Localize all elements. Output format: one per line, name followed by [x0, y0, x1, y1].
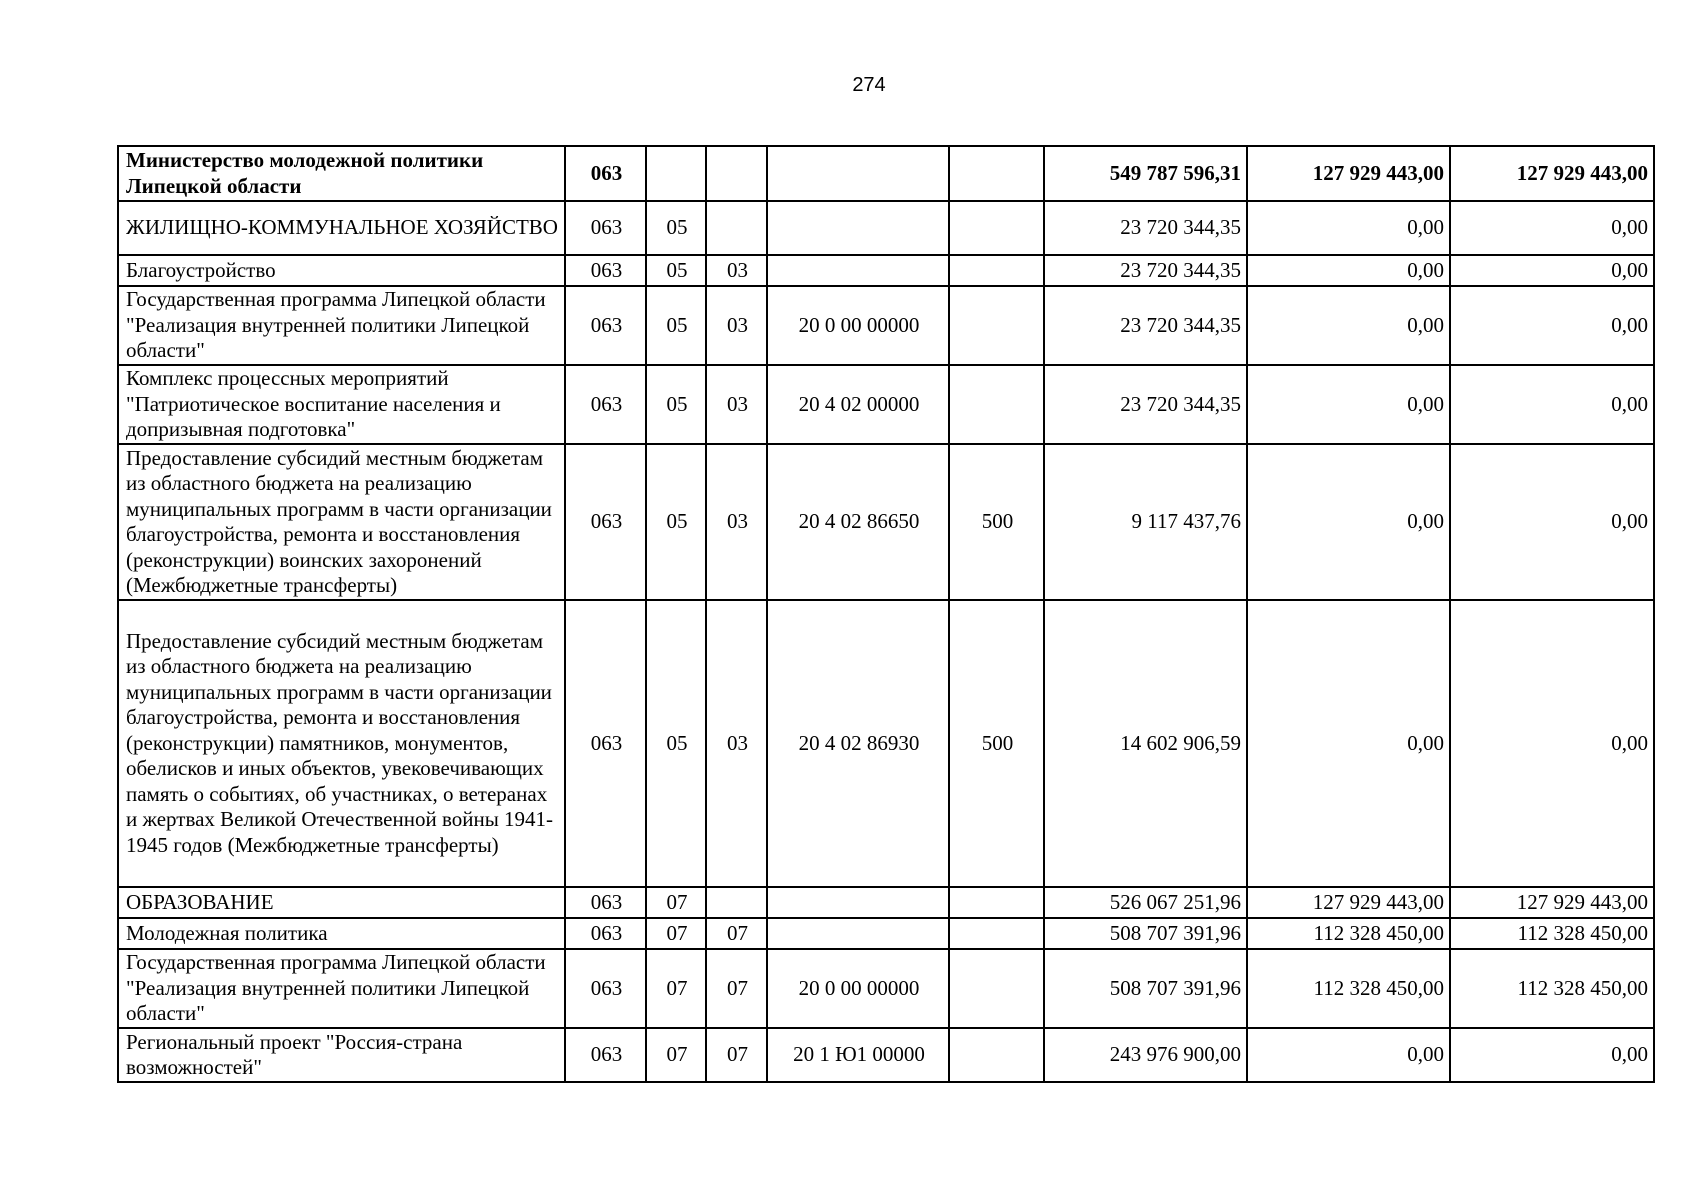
section-code: 07 — [646, 949, 706, 1028]
ministry-code: 063 — [565, 887, 646, 918]
amount-year-1: 23 720 344,35 — [1044, 201, 1247, 255]
subsection-code: 03 — [706, 444, 767, 600]
section-code: 05 — [646, 444, 706, 600]
table-row — [118, 1028, 1654, 1082]
amount-year-1: 526 067 251,96 — [1044, 887, 1247, 918]
target-article-code: 20 0 00 00000 — [767, 286, 949, 365]
amount-year-1: 508 707 391,96 — [1044, 918, 1247, 949]
table-row — [118, 444, 1654, 600]
target-article-code — [767, 255, 949, 286]
expense-type-code — [949, 918, 1044, 949]
subsection-code: 07 — [706, 949, 767, 1028]
amount-year-3: 0,00 — [1450, 201, 1654, 255]
section-code — [646, 146, 706, 201]
target-article-code — [767, 146, 949, 201]
amount-year-3: 0,00 — [1450, 444, 1654, 600]
amount-year-2: 0,00 — [1247, 600, 1450, 887]
section-code: 05 — [646, 201, 706, 255]
ministry-code: 063 — [565, 600, 646, 887]
amount-year-2: 127 929 443,00 — [1247, 146, 1450, 201]
row-name: Министерство молодежной политики Липецкой области — [118, 146, 565, 201]
amount-year-1: 23 720 344,35 — [1044, 255, 1247, 286]
row-name: ОБРАЗОВАНИЕ — [118, 887, 565, 918]
expense-type-code: 500 — [949, 444, 1044, 600]
ministry-code: 063 — [565, 949, 646, 1028]
target-article-code: 20 0 00 00000 — [767, 949, 949, 1028]
subsection-code: 03 — [706, 600, 767, 887]
amount-year-1: 508 707 391,96 — [1044, 949, 1247, 1028]
row-name: Региональный проект "Россия-страна возможностей" — [118, 1028, 565, 1082]
section-code: 07 — [646, 1028, 706, 1082]
expense-type-code — [949, 255, 1044, 286]
table-row — [118, 201, 1654, 255]
row-name: Комплекс процессных мероприятий "Патриотическое воспитание населения и допризывная подготовка" — [118, 365, 565, 444]
amount-year-2: 127 929 443,00 — [1247, 887, 1450, 918]
amount-year-1: 9 117 437,76 — [1044, 444, 1247, 600]
amount-year-2: 0,00 — [1247, 365, 1450, 444]
target-article-code — [767, 918, 949, 949]
ministry-code: 063 — [565, 1028, 646, 1082]
amount-year-3: 127 929 443,00 — [1450, 146, 1654, 201]
amount-year-1: 549 787 596,31 — [1044, 146, 1247, 201]
table-row — [118, 365, 1654, 444]
target-article-code — [767, 887, 949, 918]
amount-year-3: 112 328 450,00 — [1450, 918, 1654, 949]
table-row — [118, 146, 1654, 201]
amount-year-2: 0,00 — [1247, 286, 1450, 365]
row-name: Государственная программа Липецкой области "Реализация внутренней политики Липецкой области" — [118, 949, 565, 1028]
ministry-code: 063 — [565, 146, 646, 201]
row-name: Благоустройство — [118, 255, 565, 286]
target-article-code — [767, 201, 949, 255]
ministry-code: 063 — [565, 201, 646, 255]
subsection-code: 03 — [706, 286, 767, 365]
expense-type-code — [949, 286, 1044, 365]
subsection-code: 03 — [706, 255, 767, 286]
table-row — [118, 600, 1654, 887]
subsection-code — [706, 146, 767, 201]
expense-type-code — [949, 949, 1044, 1028]
amount-year-1: 23 720 344,35 — [1044, 365, 1247, 444]
subsection-code — [706, 201, 767, 255]
ministry-code: 063 — [565, 918, 646, 949]
subsection-code: 07 — [706, 1028, 767, 1082]
table-row — [118, 918, 1654, 949]
expense-type-code — [949, 365, 1044, 444]
amount-year-2: 112 328 450,00 — [1247, 918, 1450, 949]
section-code: 05 — [646, 255, 706, 286]
section-code: 05 — [646, 286, 706, 365]
row-name: ЖИЛИЩНО-КОММУНАЛЬНОЕ ХОЗЯЙСТВО — [118, 201, 565, 255]
target-article-code: 20 4 02 00000 — [767, 365, 949, 444]
amount-year-3: 127 929 443,00 — [1450, 887, 1654, 918]
subsection-code: 07 — [706, 918, 767, 949]
ministry-code: 063 — [565, 444, 646, 600]
table-row — [118, 887, 1654, 918]
amount-year-1: 23 720 344,35 — [1044, 286, 1247, 365]
amount-year-3: 0,00 — [1450, 286, 1654, 365]
amount-year-3: 112 328 450,00 — [1450, 949, 1654, 1028]
row-name: Молодежная политика — [118, 918, 565, 949]
table-row — [118, 255, 1654, 286]
section-code: 07 — [646, 918, 706, 949]
budget-table — [117, 145, 1655, 1083]
ministry-code: 063 — [565, 365, 646, 444]
target-article-code: 20 1 Ю1 00000 — [767, 1028, 949, 1082]
section-code: 07 — [646, 887, 706, 918]
subsection-code — [706, 887, 767, 918]
row-name: Предоставление субсидий местным бюджетам из областного бюджета на реализацию муниципальных программ в части организации благоустройства, ремонта и восстановления (реконструкции) воинских захоронений (Межбюджетные трансферты) — [118, 444, 565, 600]
expense-type-code: 500 — [949, 600, 1044, 887]
amount-year-2: 112 328 450,00 — [1247, 949, 1450, 1028]
amount-year-2: 0,00 — [1247, 201, 1450, 255]
amount-year-2: 0,00 — [1247, 444, 1450, 600]
subsection-code: 03 — [706, 365, 767, 444]
target-article-code: 20 4 02 86930 — [767, 600, 949, 887]
expense-type-code — [949, 1028, 1044, 1082]
row-name: Предоставление субсидий местным бюджетам из областного бюджета на реализацию муниципальных программ в части организации благоустройства, ремонта и восстановления (реконструкции) памятников, монументов, обелисков и иных объектов, увековечивающих память о событиях, об участниках, о ветеранах и жертвах Великой Отечественной войны 1941-1945 годов (Межбюджетные трансферты) — [118, 600, 565, 887]
section-code: 05 — [646, 600, 706, 887]
row-name: Государственная программа Липецкой области "Реализация внутренней политики Липецкой области" — [118, 286, 565, 365]
page-number: 274 — [852, 74, 886, 96]
amount-year-2: 0,00 — [1247, 255, 1450, 286]
amount-year-3: 0,00 — [1450, 1028, 1654, 1082]
expense-type-code — [949, 887, 1044, 918]
amount-year-1: 14 602 906,59 — [1044, 600, 1247, 887]
amount-year-3: 0,00 — [1450, 365, 1654, 444]
section-code: 05 — [646, 365, 706, 444]
ministry-code: 063 — [565, 255, 646, 286]
amount-year-2: 0,00 — [1247, 1028, 1450, 1082]
expense-type-code — [949, 201, 1044, 255]
table-row — [118, 286, 1654, 365]
target-article-code: 20 4 02 86650 — [767, 444, 949, 600]
amount-year-3: 0,00 — [1450, 600, 1654, 887]
table-row — [118, 949, 1654, 1028]
expense-type-code — [949, 146, 1044, 201]
amount-year-1: 243 976 900,00 — [1044, 1028, 1247, 1082]
ministry-code: 063 — [565, 286, 646, 365]
amount-year-3: 0,00 — [1450, 255, 1654, 286]
